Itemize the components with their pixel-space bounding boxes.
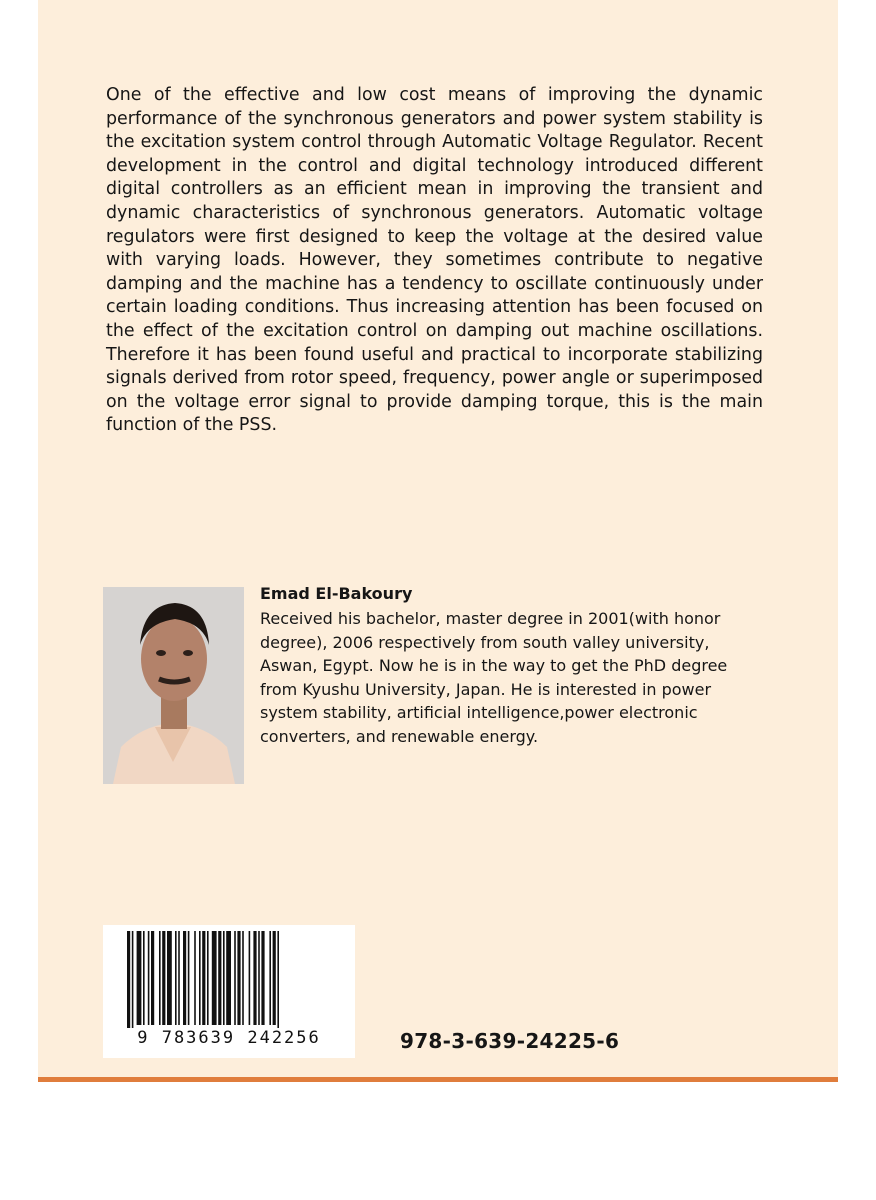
barcode-digits: 9 783639 242256 [137, 1028, 321, 1048]
author-photo [103, 587, 244, 784]
author-bio: Received his bachelor, master degree in 2001(with honor degree), 2006 respectively from south valley university, Aswan, Egypt. Now he is in the way to get the PhD degree from Kyushu University, Japan. He is interested in power system stability, artificial intelligence,power electronic converters, and renewable energy. [260, 609, 728, 746]
barcode [103, 925, 355, 1058]
book-blurb: One of the effective and low cost means of improving the dynamic performance of the synchronous generators and power system stability is the excitation system control through Automatic Voltage Regulator. Recent development in the control and digital technology introduced different digital controllers as an efficient mean in improving the transient and dynamic characteristics of synchronous generators. Automatic voltage regulators were first designed to keep the voltage at the desired value with varying loads. However, they sometimes contribute to negative damping and the machine has a tendency to oscillate continuously under certain loading conditions. Thus increasing attention has been focused on the effect of the excitation control on damping out machine oscillations. Therefore it has been found useful and practical to incorporate stabilizing signals derived from rotor speed, frequency, power angle or superimposed on the voltage error signal to provide damping torque, this is the main function of the PSS. [106, 85, 763, 436]
author-name: Emad El-Bakoury [260, 584, 413, 603]
barcode-bars [103, 925, 355, 1028]
accent-bar [38, 1077, 838, 1082]
isbn-number: 978-3-639-24225-6 [400, 1029, 620, 1053]
author-portrait-icon [103, 587, 244, 784]
